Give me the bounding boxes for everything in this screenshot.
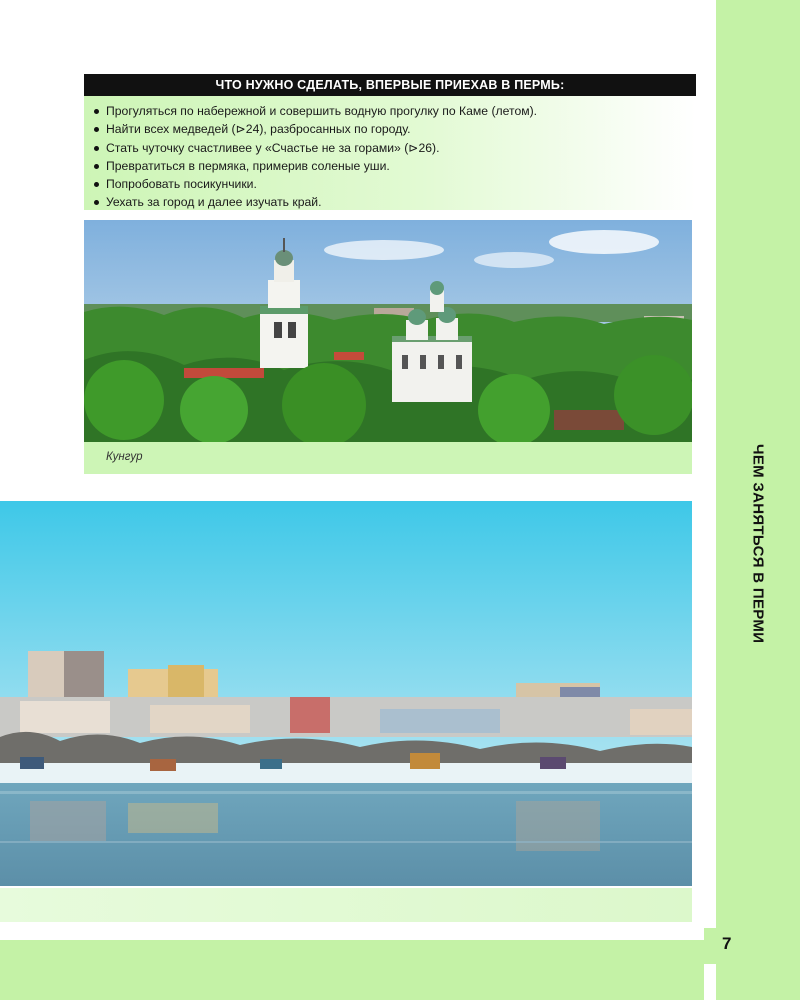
photo-kungur [84,220,692,442]
list-item: Стать чуточку счастливее у «Счастье не за горами» (⊳26). [94,139,696,157]
bottom-band [0,940,704,1000]
photo-caption-text: Кунгур [106,451,143,463]
info-box-title: ЧТО НУЖНО СДЕЛАТЬ, ВПЕРВЫЕ ПРИЕХАВ В ПЕРМЬ: [84,74,696,96]
info-box [84,74,696,210]
page-number-box [704,928,800,964]
divider [0,886,692,888]
page-number: 7 [722,934,732,953]
info-list [84,96,696,212]
chapter-title-text: ЧЕМ ЗАНЯТЬСЯ В ПЕРМИ [749,444,767,644]
chapter-title [738,444,778,644]
list-item: Уехать за город и далее изучать край. [94,193,696,211]
perm-river-image [0,501,692,886]
photo-caption-bar [0,886,692,922]
kungur-landscape-image [84,220,692,442]
list-item: Найти всех медведей (⊳24), разбросанных по городу. [94,120,696,138]
list-item: Превратиться в пермяка, примерив соленые уши. [94,157,696,175]
list-item: Попробовать посикунчики. [94,175,696,193]
photo-caption [84,442,692,474]
photo-perm-river [0,501,692,886]
list-item: Прогуляться по набережной и совершить водную прогулку по Каме (летом). [94,102,696,120]
